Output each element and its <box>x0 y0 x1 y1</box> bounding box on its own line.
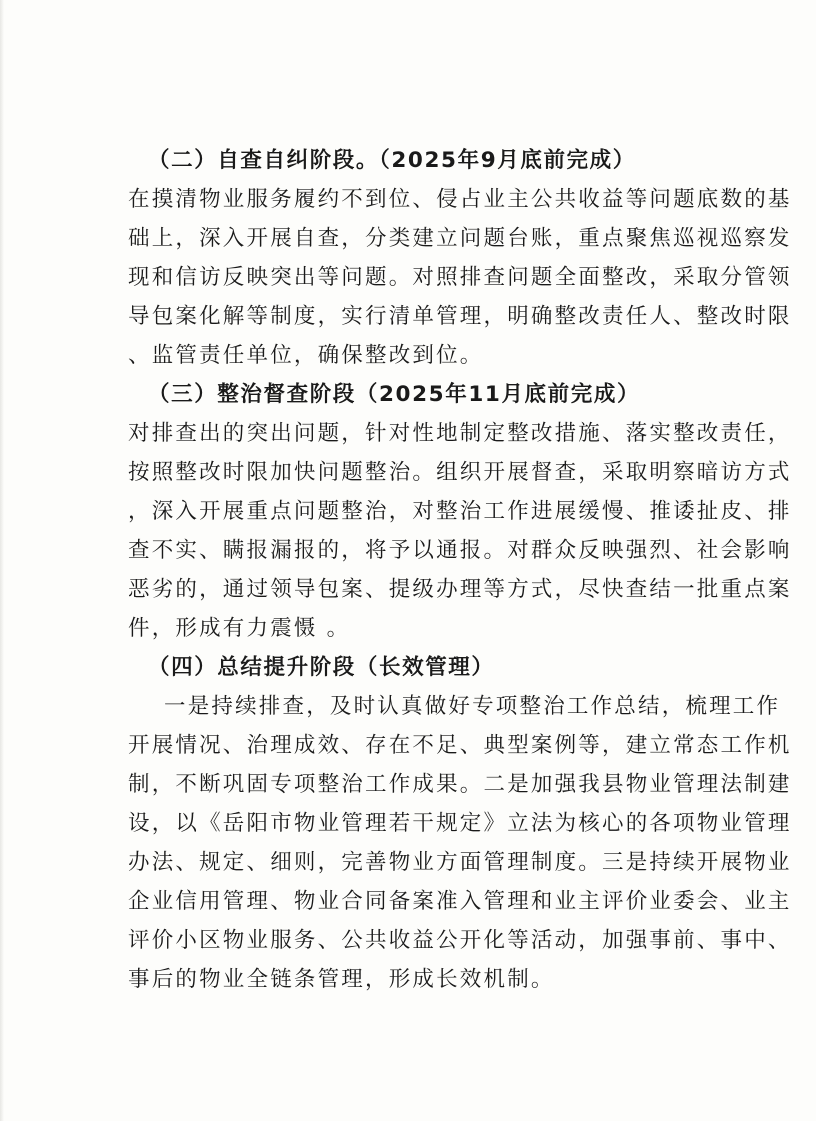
section-4-paragraph <box>128 687 792 999</box>
paragraph-line: 在摸清物业服务履约不到位、侵占业主公共收益等问题底数的基 <box>128 187 792 212</box>
paragraph-line: 事后的物业全链条管理，形成长效机制。 <box>128 967 555 992</box>
section-heading-3: （三）整治督查阶段（2025年11月底前完成） <box>148 382 641 407</box>
section-heading-2: （二）自查自纠阶段。（2025年9月底前完成） <box>148 148 636 173</box>
paragraph-line: 、监管责任单位，确保整改到位。 <box>128 343 484 368</box>
paragraph-line: 础上，深入开展自查，分类建立问题台账，重点聚焦巡视巡察发 <box>128 226 792 251</box>
paragraph-line: ，深入开展重点问题整治，对整治工作进展缓慢、推诿扯皮、排 <box>128 499 792 524</box>
paragraph-line: 对排查出的突出问题，针对性地制定整改措施、落实整改责任， <box>128 421 792 446</box>
section-2-paragraph <box>128 180 792 375</box>
paragraph-line: 件，形成有力震慑 。 <box>128 616 351 641</box>
paragraph-line: 制，不断巩固专项整治工作成果。二是加强我县物业管理法制建 <box>128 772 792 797</box>
paragraph-line: 恶劣的，通过领导包案、提级办理等方式，尽快查结一批重点案 <box>128 577 792 602</box>
paragraph-line: 查不实、瞒报漏报的，将予以通报。对群众反映强烈、社会影响 <box>128 538 792 563</box>
paragraph-line: 设，以《岳阳市物业管理若干规定》立法为核心的各项物业管理 <box>128 811 792 836</box>
paragraph-line: 导包案化解等制度，实行清单管理，明确整改责任人、整改时限 <box>128 304 792 329</box>
section-3-paragraph <box>128 414 792 648</box>
section-heading-4: （四）总结提升阶段（长效管理） <box>148 655 495 680</box>
paragraph-line: 一是持续排查，及时认真做好专项整治工作总结，梳理工作 <box>164 694 781 719</box>
document-body <box>128 141 792 999</box>
paragraph-line: 开展情况、治理成效、存在不足、典型案例等，建立常态工作机 <box>128 733 792 758</box>
paragraph-line: 现和信访反映突出等问题。对照排查问题全面整改，采取分管领 <box>128 265 792 290</box>
paragraph-line: 办法、规定、细则，完善物业方面管理制度。三是持续开展物业 <box>128 850 792 875</box>
paragraph-line: 企业信用管理、物业合同备案准入管理和业主评价业委会、业主 <box>128 889 792 914</box>
paragraph-line: 按照整改时限加快问题整治。组织开展督查，采取明察暗访方式 <box>128 460 792 485</box>
paragraph-line: 评价小区物业服务、公共收益公开化等活动，加强事前、事中、 <box>128 928 792 953</box>
scan-edge-shadow <box>0 0 4 1121</box>
